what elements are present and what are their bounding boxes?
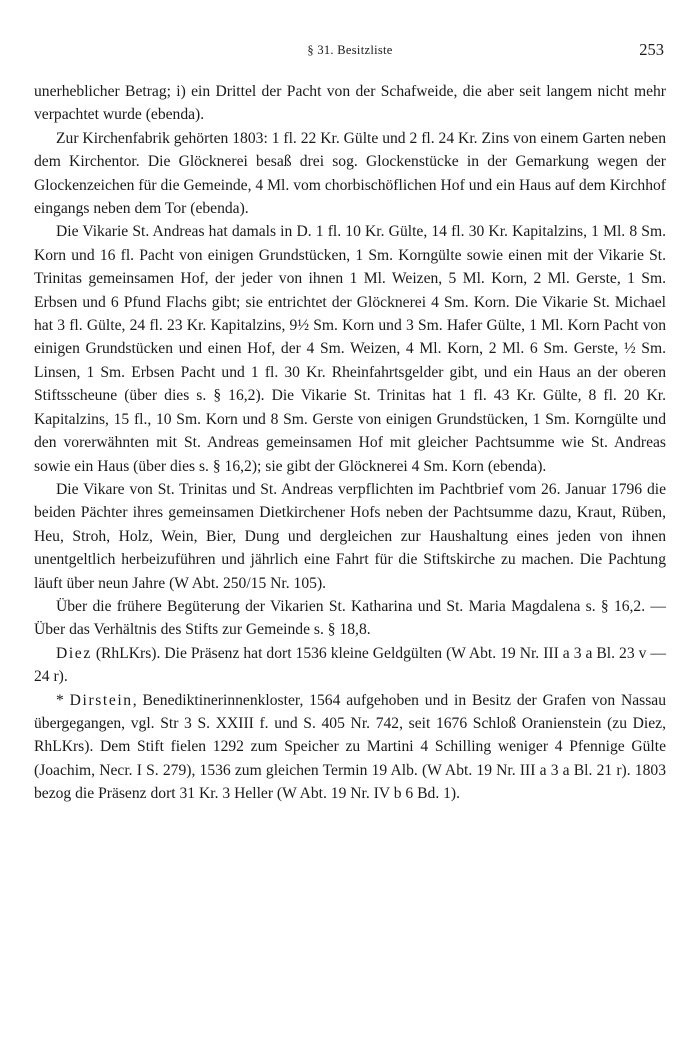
entry-place-name: Dirstein [69,691,133,709]
paragraph-kirchenfabrik: Zur Kirchenfabrik gehörten 1803: 1 fl. 22 Kr. Gülte und 2 fl. 24 Kr. Zins von einem Garten neben dem Kirchentor. Die Glöcknerei besaß drei sog. Glockenstücke in der Gemarkung wegen der Glockenzeichen für die Gemeinde, 4 Ml. vom chorbischöflichen Hof und ein Haus auf dem Kirchhof eingangs neben dem Tor (ebenda). [34,129,666,218]
entry-diez [34,642,666,689]
running-header [34,40,666,60]
entry-text: , Benediktinerinnenkloster, 1564 aufgehoben und in Besitz der Grafen von Nassau übergegangen, vgl. Str 3 S. XXIII f. und S. 405 Nr. 742, seit 1676 Schloß Oranienstein (zu Diez, RhLKrs). Dem Stift fielen 1292 zum Speicher zu Martini 4 Schilling weniger 4 Pfennige Gülte (Joachim, Necr. I S. 279), 1536 zum gleichen Termin 19 Alb. (W Abt. 19 Nr. III a 3 a Bl. 21 r). 1803 bezog die Präsenz dort 31 Kr. 3 Heller (W Abt. 19 Nr. IV b 6 Bd. 1). [34,691,666,803]
entry-text: (RhLKrs). Die Präsenz hat dort 1536 kleine Geldgülten (W Abt. 19 Nr. III a 3 a Bl. 23 v — 24 r). [34,644,666,686]
entry-dirstein [34,689,666,806]
paragraph-continuation: unerheblicher Betrag; i) ein Drittel der Pacht von der Schafweide, die aber seit langem nicht mehr verpachtet wurde (ebenda). [34,83,666,124]
page-number: 253 [639,40,664,59]
entry-place-name: Diez [56,644,92,662]
paragraph-vikarien: Die Vikarie St. Andreas hat damals in D. 1 fl. 10 Kr. Gülte, 14 fl. 30 Kr. Kapitalzins, 1 Ml. 8 Sm. Korn und 16 fl. Pacht von einigen Grundstücken, 1 Sm. Korngülte sowie einen mit der Vikarie St. Trinitas gemeinsamen Hof, der jeder von ihnen 1 Ml. Weizen, 5 Ml. Korn, 2 Ml. Gerste, 1 Sm. Erbsen und 6 Pfund Flachs gibt; sie entrichtet der Glöcknerei 4 Sm. Korn. Die Vikarie St. Michael hat 3 fl. Gülte, 24 fl. 23 Kr. Kapitalzins, 9½ Sm. Korn und 3 Sm. Hafer Gülte, 1 Ml. Korn Pacht von einigen Grundstücken und einen Hof, der 4 Sm. Weizen, 4 Ml. Korn, 2 Ml. 6 Sm. Gerste, ½ Sm. Linsen, 1 Sm. Erbsen Pacht und 1 fl. 30 Kr. Rheinfahrtsgelder gibt, und ein Haus an der oberen Stiftsscheune (über dies s. § 16,2). Die Vikarie St. Trinitas hat 1 fl. 43 Kr. Gülte, 8 fl. 20 Kr. Kapitalzins, 15 fl., 10 Sm. Korn und 8 Sm. Gerste von einigen Grundstücken, 1 Sm. Korngülte und den vorerwähnten mit St. Andreas gemeinsamen Hof mit gleicher Pachtsumme wie St. Andreas sowie ein Haus (über dies s. § 16,2); sie gibt der Glöcknerei 4 Sm. Korn (ebenda). [34,223,666,475]
body-text [34,80,666,806]
running-title: § 31. Besitzliste [307,43,393,57]
paragraph-pachtbrief: Die Vikare von St. Trinitas und St. Andreas verpflichten im Pachtbrief vom 26. Januar 1796 die beiden Pächter ihres gemeinsamen Dietkirchener Hofs neben der Pachtsumme dazu, Kraut, Rüben, Heu, Stroh, Holz, Wein, Bier, Dung und dergleichen zur Haushaltung eines jeden von ihnen unentgeltlich herbeizuführen und jährlich eine Fahrt für die Stiftskirche zu machen. Die Pachtung läuft über neun Jahre (W Abt. 250/15 Nr. 105). [34,480,666,592]
paragraph-beguterung: Über die frühere Begüterung der Vikarien St. Katharina und St. Maria Magdalena s. § 16,2. — Über das Verhältnis des Stifts zur Gemeinde s. § 18,8. [34,597,666,639]
entry-prefix: * [56,691,70,709]
